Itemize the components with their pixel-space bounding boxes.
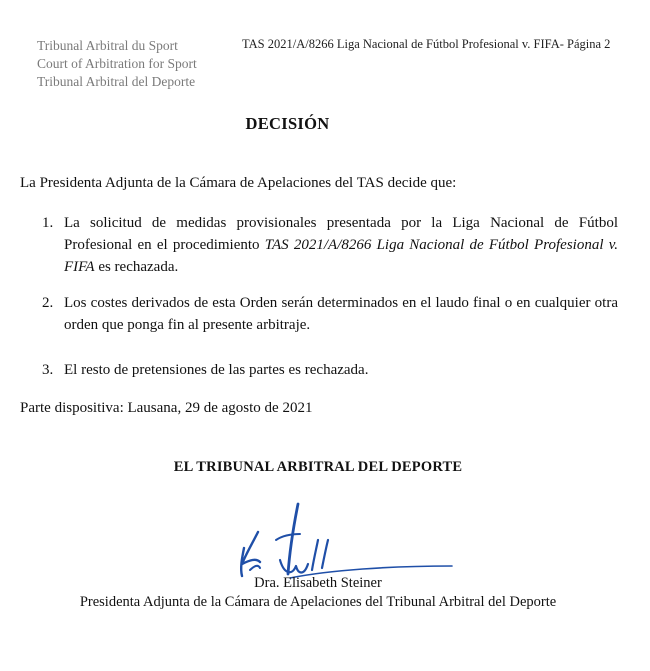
page-title: DECISIÓN	[245, 114, 330, 133]
signer-name: Dra. Elisabeth Steiner	[254, 575, 382, 591]
item-text-part: La solicitud de medidas provisionales presentada por la Liga Nacional de Fútbol Profesional en el procedimiento	[64, 215, 618, 253]
item-text	[64, 212, 618, 278]
tribunal-heading: EL TRIBUNAL ARBITRAL DEL DEPORTE	[173, 459, 463, 475]
decision-item-1	[42, 212, 618, 278]
court-name-english: Court of Arbitration for Sport	[37, 56, 197, 71]
item-number: 2.	[42, 295, 54, 311]
signer-role: Presidenta Adjunta de la Cámara de Apelaciones del Tribunal Arbitral del Deporte	[79, 594, 557, 610]
item-number: 1.	[42, 215, 54, 231]
item-number: 3.	[42, 362, 54, 378]
decision-item-2	[42, 292, 618, 336]
court-names	[37, 37, 197, 91]
decision-item-3	[42, 359, 618, 381]
item-text: Los costes derivados de esta Orden serán determinados en el laudo final o en cualquier otra orden que ponga fin al presente arbitraje.	[64, 295, 618, 333]
closing-line: Parte dispositiva: Lausana, 29 de agosto de 2021	[20, 400, 313, 416]
item-text: El resto de pretensiones de las partes es rechazada.	[64, 362, 369, 378]
case-title-italic: TAS 2021/A/8266 Liga Nacional de Fútbol Profesional v. FIFA	[64, 237, 618, 275]
intro-paragraph: La Presidenta Adjunta de la Cámara de Apelaciones del TAS decide que:	[20, 175, 457, 191]
court-name-spanish: Tribunal Arbitral del Deporte	[37, 74, 196, 89]
court-name-french: Tribunal Arbitral du Sport	[37, 38, 178, 53]
item-text-part: es rechazada.	[94, 259, 179, 275]
case-reference-header: TAS 2021/A/8266 Liga Nacional de Fútbol Profesional v. FIFA- Página 2	[242, 37, 611, 51]
